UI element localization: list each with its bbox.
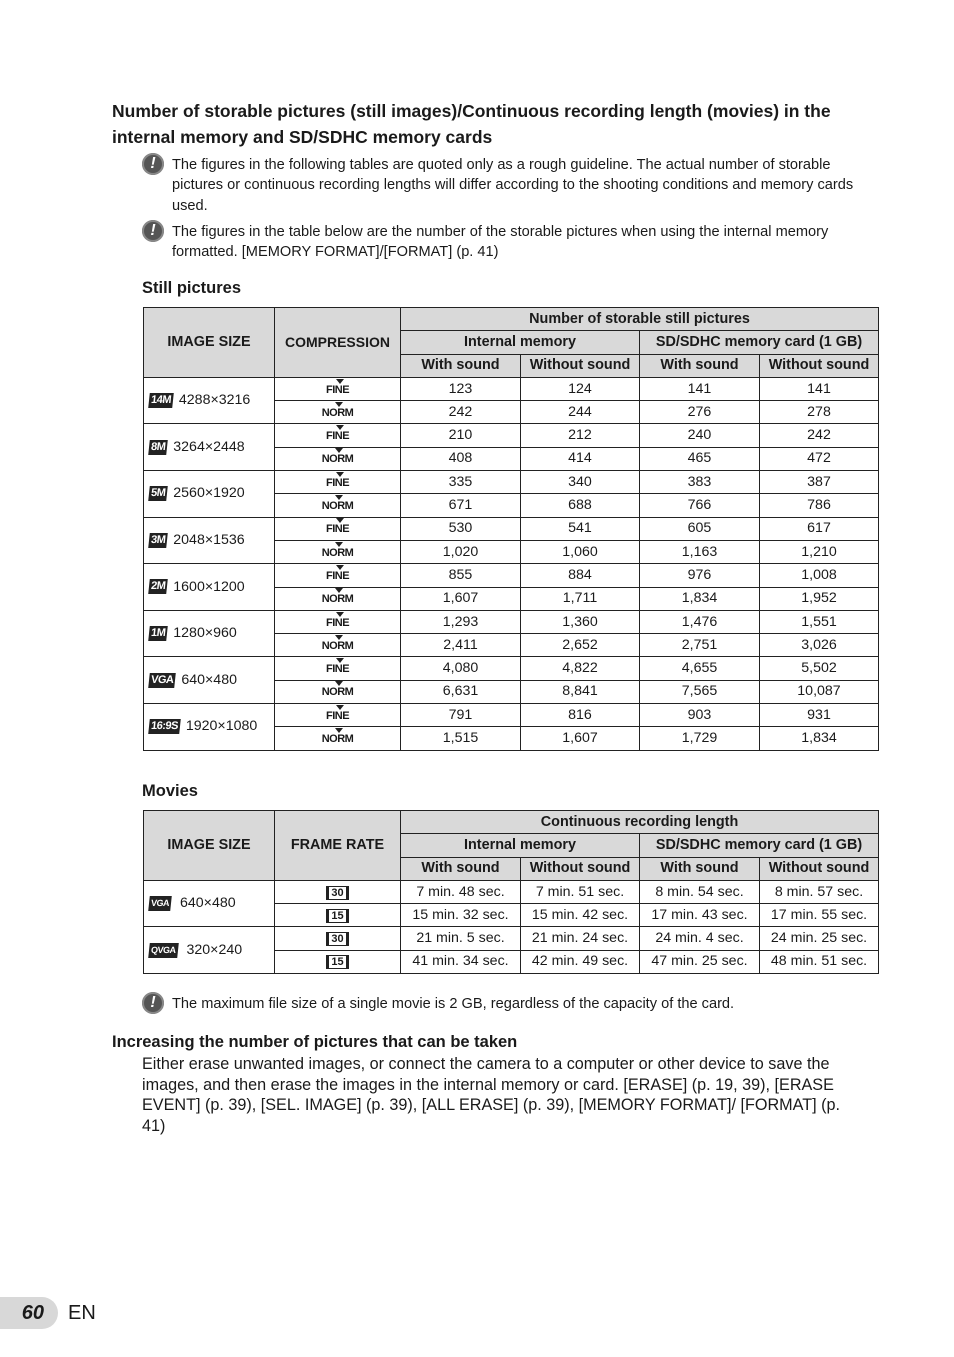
value-cell: 1,952	[760, 587, 879, 610]
value-cell: 816	[521, 704, 640, 727]
image-size-cell	[144, 424, 275, 471]
table-row	[144, 927, 879, 950]
value-cell: 17 min. 43 sec.	[640, 904, 760, 927]
col-internal-memory: Internal memory	[401, 834, 640, 857]
fine-compression-icon: FINE	[326, 519, 349, 535]
section-title: Increasing the number of pictures that can be taken	[112, 1033, 518, 1051]
value-cell: 340	[521, 471, 640, 494]
still-pictures-title: Still pictures	[142, 279, 242, 297]
value-cell: 4,822	[521, 657, 640, 680]
frame-rate-icon: 15	[326, 909, 348, 923]
image-size-value: 640×480	[180, 895, 236, 912]
value-cell: 21 min. 5 sec.	[401, 927, 521, 950]
col-compression: COMPRESSION	[275, 308, 401, 378]
value-cell: 240	[640, 424, 760, 447]
value-cell: 791	[401, 704, 521, 727]
image-size-icon: 8M	[148, 440, 168, 455]
fine-compression-icon: FINE	[326, 706, 349, 722]
value-cell: 8 min. 57 sec.	[760, 880, 879, 903]
value-cell: 21 min. 24 sec.	[521, 927, 640, 950]
note-text: The figures in the following tables are quoted only as a rough guideline. The actual number of storable pictures or continuous recording lengths will differ according to the shooting conditions and memory cards used.	[172, 157, 854, 214]
value-cell: 605	[640, 517, 760, 540]
value-cell: 210	[401, 424, 521, 447]
image-size-icon: 5M	[148, 486, 168, 501]
fine-compression-icon: FINE	[326, 566, 349, 582]
value-cell: 671	[401, 494, 521, 517]
value-cell: 1,163	[640, 540, 760, 563]
compression-cell	[275, 424, 401, 447]
image-size-icon: 14M	[148, 393, 173, 408]
value-cell: 124	[521, 377, 640, 400]
compression-cell	[275, 727, 401, 750]
compression-cell	[275, 377, 401, 400]
image-size-value: 4288×3216	[178, 392, 251, 409]
value-cell: 17 min. 55 sec.	[760, 904, 879, 927]
section-body: Either erase unwanted images, or connect the camera to a computer or other device to save the images, and then erase the images in the internal memory or card. [ERASE] (p. 19, 39), [ERASE EVENT] (p. 39), [SEL. IMAGE] (p. 39), [ALL ERASE] (p. 39), [MEMORY FORMAT]/ [FORMAT] (p. 41)	[142, 1055, 841, 1136]
value-cell: 8 min. 54 sec.	[640, 880, 760, 903]
value-cell: 1,476	[640, 610, 760, 633]
value-cell: 7 min. 51 sec.	[521, 880, 640, 903]
image-size-icon: VGA	[148, 896, 172, 911]
value-cell: 15 min. 42 sec.	[521, 904, 640, 927]
value-cell: 2,751	[640, 634, 760, 657]
compression-cell	[275, 657, 401, 680]
value-cell: 212	[521, 424, 640, 447]
value-cell: 903	[640, 704, 760, 727]
compression-cell	[275, 447, 401, 470]
norm-compression-icon: NORM	[322, 589, 354, 605]
value-cell: 48 min. 51 sec.	[760, 950, 879, 973]
value-cell: 1,293	[401, 610, 521, 633]
value-cell: 3,026	[760, 634, 879, 657]
value-cell: 1,551	[760, 610, 879, 633]
table-row	[144, 610, 879, 633]
note-text: The maximum file size of a single movie is 2 GB, regardless of the capacity of the card.	[172, 996, 735, 1012]
value-cell: 976	[640, 564, 760, 587]
image-size-value: 1920×1080	[185, 718, 258, 735]
value-cell: 786	[760, 494, 879, 517]
col-image-size: IMAGE SIZE	[144, 811, 275, 881]
value-cell: 530	[401, 517, 521, 540]
compression-cell	[275, 680, 401, 703]
page-heading: Number of storable pictures (still images)/Continuous recording length (movies) in the internal memory and SD/SDHC memory cards	[112, 101, 831, 147]
value-cell: 1,515	[401, 727, 521, 750]
image-size-cell	[144, 657, 275, 704]
value-cell: 242	[760, 424, 879, 447]
col-image-size: IMAGE SIZE	[144, 308, 275, 378]
compression-cell	[275, 634, 401, 657]
col-frame-rate: FRAME RATE	[275, 811, 401, 881]
value-cell: 1,834	[760, 727, 879, 750]
value-cell: 1,008	[760, 564, 879, 587]
value-cell: 123	[401, 377, 521, 400]
value-cell: 1,729	[640, 727, 760, 750]
value-cell: 6,631	[401, 680, 521, 703]
image-size-value: 640×480	[181, 671, 237, 688]
col-group: Number of storable still pictures	[401, 308, 879, 331]
note-text: The figures in the table below are the number of the storable pictures when using the internal memory formatted. [MEMORY FORMAT]/[FORMAT] (p. 41)	[172, 224, 829, 261]
norm-compression-icon: NORM	[322, 682, 354, 698]
image-size-icon: VGA	[148, 673, 176, 688]
frame-rate-cell	[275, 927, 401, 950]
fine-compression-icon: FINE	[326, 426, 349, 442]
image-size-value: 320×240	[186, 941, 243, 958]
image-size-cell	[144, 927, 275, 974]
value-cell: 141	[640, 377, 760, 400]
language-code: EN	[68, 1302, 96, 1324]
col-with-sound: With sound	[640, 857, 760, 880]
col-memory-card: SD/SDHC memory card (1 GB)	[640, 331, 879, 354]
note-guideline	[142, 155, 882, 216]
value-cell: 1,607	[401, 587, 521, 610]
compression-cell	[275, 587, 401, 610]
col-without-sound: Without sound	[521, 354, 640, 377]
col-with-sound: With sound	[401, 354, 521, 377]
fine-compression-icon: FINE	[326, 613, 349, 629]
value-cell: 42 min. 49 sec.	[521, 950, 640, 973]
col-internal-memory: Internal memory	[401, 331, 640, 354]
norm-compression-icon: NORM	[322, 496, 354, 512]
movies-table	[143, 810, 879, 974]
table-row	[144, 657, 879, 680]
image-size-cell	[144, 471, 275, 518]
caution-icon: !	[142, 220, 164, 242]
table-row	[144, 424, 879, 447]
value-cell: 1,360	[521, 610, 640, 633]
image-size-cell	[144, 517, 275, 564]
value-cell: 8,841	[521, 680, 640, 703]
fine-compression-icon: FINE	[326, 380, 349, 396]
frame-rate-cell	[275, 880, 401, 903]
note-movie-size	[142, 994, 882, 1014]
norm-compression-icon: NORM	[322, 403, 354, 419]
compression-cell	[275, 494, 401, 517]
image-size-cell	[144, 377, 275, 424]
image-size-icon: 3M	[148, 533, 168, 548]
image-size-value: 2560×1920	[173, 485, 245, 502]
image-size-cell	[144, 880, 275, 927]
still-pictures-table	[143, 307, 879, 751]
value-cell: 41 min. 34 sec.	[401, 950, 521, 973]
value-cell: 465	[640, 447, 760, 470]
col-group: Continuous recording length	[401, 811, 879, 834]
value-cell: 1,711	[521, 587, 640, 610]
value-cell: 10,087	[760, 680, 879, 703]
image-size-value: 2048×1536	[173, 531, 245, 548]
image-size-cell	[144, 704, 275, 751]
compression-cell	[275, 401, 401, 424]
value-cell: 24 min. 25 sec.	[760, 927, 879, 950]
table-row	[144, 704, 879, 727]
movies-title: Movies	[142, 782, 198, 800]
value-cell: 408	[401, 447, 521, 470]
value-cell: 2,652	[521, 634, 640, 657]
value-cell: 5,502	[760, 657, 879, 680]
image-size-icon: 1M	[148, 626, 168, 641]
value-cell: 855	[401, 564, 521, 587]
value-cell: 766	[640, 494, 760, 517]
value-cell: 884	[521, 564, 640, 587]
value-cell: 47 min. 25 sec.	[640, 950, 760, 973]
image-size-icon: QVGA	[148, 943, 178, 958]
table-row	[144, 517, 879, 540]
col-with-sound: With sound	[640, 354, 760, 377]
value-cell: 15 min. 32 sec.	[401, 904, 521, 927]
frame-rate-icon: 30	[326, 886, 348, 900]
value-cell: 7 min. 48 sec.	[401, 880, 521, 903]
value-cell: 472	[760, 447, 879, 470]
value-cell: 2,411	[401, 634, 521, 657]
value-cell: 688	[521, 494, 640, 517]
compression-cell	[275, 564, 401, 587]
table-row	[144, 564, 879, 587]
caution-icon: !	[142, 153, 164, 175]
value-cell: 24 min. 4 sec.	[640, 927, 760, 950]
value-cell: 383	[640, 471, 760, 494]
value-cell: 541	[521, 517, 640, 540]
value-cell: 4,655	[640, 657, 760, 680]
value-cell: 414	[521, 447, 640, 470]
col-without-sound: Without sound	[521, 857, 640, 880]
compression-cell	[275, 471, 401, 494]
value-cell: 7,565	[640, 680, 760, 703]
value-cell: 4,080	[401, 657, 521, 680]
value-cell: 1,607	[521, 727, 640, 750]
col-memory-card: SD/SDHC memory card (1 GB)	[640, 834, 879, 857]
value-cell: 1,020	[401, 540, 521, 563]
image-size-cell	[144, 564, 275, 611]
value-cell: 387	[760, 471, 879, 494]
frame-rate-icon: 15	[326, 955, 348, 969]
norm-compression-icon: NORM	[322, 449, 354, 465]
image-size-value: 3264×2448	[173, 438, 245, 455]
value-cell: 278	[760, 401, 879, 424]
col-without-sound: Without sound	[760, 857, 879, 880]
image-size-icon: 16:9S	[148, 719, 180, 734]
page-number: 60	[0, 1297, 58, 1329]
frame-rate-cell	[275, 950, 401, 973]
fine-compression-icon: FINE	[326, 659, 349, 675]
norm-compression-icon: NORM	[322, 729, 354, 745]
value-cell: 931	[760, 704, 879, 727]
compression-cell	[275, 610, 401, 633]
image-size-value: 1280×960	[173, 625, 237, 642]
norm-compression-icon: NORM	[322, 543, 354, 559]
image-size-value: 1600×1200	[173, 578, 245, 595]
frame-rate-icon: 30	[326, 932, 348, 946]
col-without-sound: Without sound	[760, 354, 879, 377]
frame-rate-cell	[275, 904, 401, 927]
fine-compression-icon: FINE	[326, 473, 349, 489]
norm-compression-icon: NORM	[322, 636, 354, 652]
table-row	[144, 880, 879, 903]
image-size-cell	[144, 610, 275, 657]
col-with-sound: With sound	[401, 857, 521, 880]
value-cell: 244	[521, 401, 640, 424]
note-internal-memory	[142, 222, 882, 263]
value-cell: 141	[760, 377, 879, 400]
compression-cell	[275, 704, 401, 727]
value-cell: 1,834	[640, 587, 760, 610]
compression-cell	[275, 517, 401, 540]
table-row	[144, 471, 879, 494]
value-cell: 1,210	[760, 540, 879, 563]
compression-cell	[275, 540, 401, 563]
table-row	[144, 377, 879, 400]
value-cell: 335	[401, 471, 521, 494]
value-cell: 1,060	[521, 540, 640, 563]
value-cell: 617	[760, 517, 879, 540]
value-cell: 242	[401, 401, 521, 424]
value-cell: 276	[640, 401, 760, 424]
caution-icon: !	[142, 992, 164, 1014]
image-size-icon: 2M	[148, 579, 168, 594]
